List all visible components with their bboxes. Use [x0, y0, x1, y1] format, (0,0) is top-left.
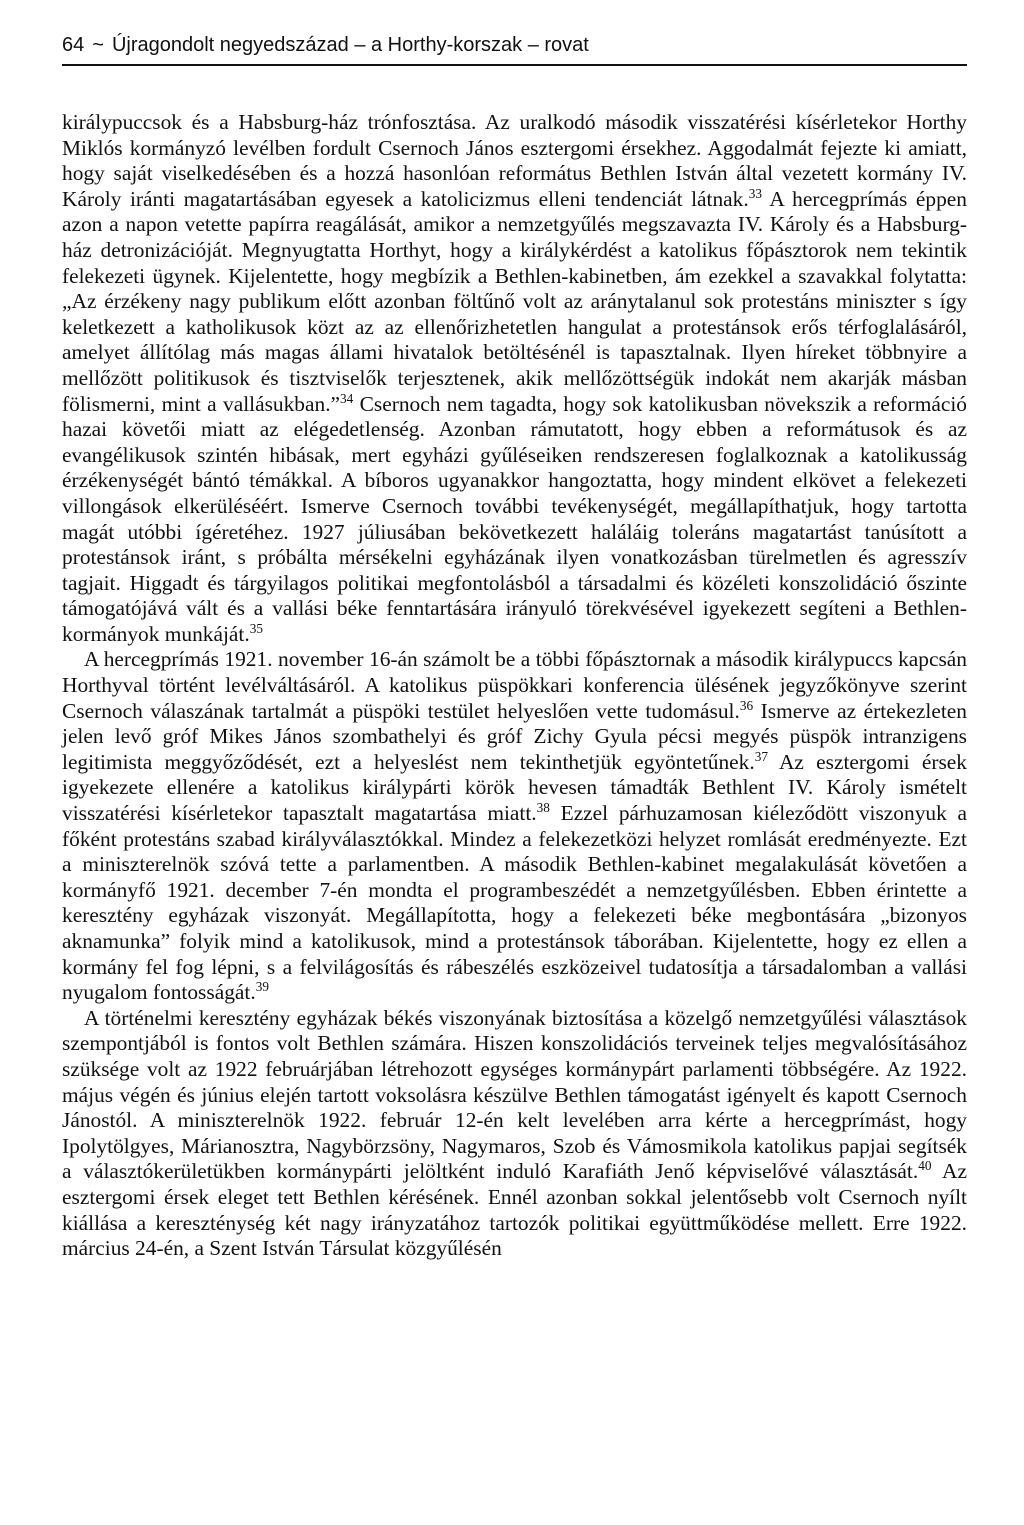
paragraph	[62, 1006, 967, 1262]
footnote-reference: 35	[249, 620, 263, 636]
header-separator: ~	[92, 34, 104, 56]
page-number: 64	[62, 34, 85, 56]
text-run: Ezzel párhuzamosan kiéleződött viszonyuk a főként protestáns szabad királyválasztókkal. Mindez a felekezetközi helyzet romlását eredményezte. Ezt a miniszterelnök szóvá tette a parlamentben. A második Bethlen-kabinet megalakulását követően a kormányfő 1921. december 7-én mondta el programbeszédét a nemzetgyűlésben. Ebben érintette a keresztény egyházak viszonyát. Megállapította, hogy a felekezeti béke megbontására „bizonyos aknamunka” folyik mind a katolikusok, mind a protestánsok táborában. Kijelentette, hogy ez ellen a kormány fel fog lépni, s a felvilágosítás és rábeszélés eszközeivel tudatosítja a társadalomban a vallási nyugalom fontosságát.	[62, 801, 967, 1005]
paragraph	[62, 647, 967, 1005]
text-run: királypuccsok és a Habsburg-ház trónfosztása. Az uralkodó második visszatérési kísérletekor Horthy Miklós kormányzó levélben fordult Csernoch János esztergomi érsekhez. Aggodalmát fejezte ki amiatt, hogy saját viselkedésében és a hozzá hasonlóan református Bethlen István által vezetett kormány IV. Károly iránti magatartásában egyesek a katolicizmus elleni tendenciát látnak.	[62, 110, 967, 211]
header-title: Újragondolt negyedszázad – a Horthy-korszak – rovat	[111, 34, 589, 56]
running-header	[62, 30, 967, 60]
text-run: Az esztergomi érsek igyekezete ellenére a katolikus királypárti körök hevesen támadták Bethlent IV. Károly ismételt visszatérési kísérletekor tapasztalt magatartása miatt.	[62, 749, 967, 826]
text-run: Ismerve az értekezleten jelen levő gróf Mikes János szombathelyi és gróf Zichy Gyula pécsi megyés püspök intranzigens legitimista meggyőződését, ezt a helyeslést nem tekinthetjük egyöntetűnek.	[62, 698, 967, 774]
header-rule	[62, 64, 967, 66]
footnote-reference: 38	[536, 799, 550, 815]
footnote-reference: 37	[754, 748, 768, 764]
footnote-reference: 40	[918, 1158, 932, 1174]
body-text	[62, 110, 967, 1262]
page	[62, 30, 967, 1262]
footnote-reference: 34	[340, 390, 354, 406]
text-run: A történelmi keresztény egyházak békés viszonyának biztosítása a közelgő nemzetgyűlési választások szempontjából is fontos volt Bethlen számára. Hiszen konszolidációs terveinek teljes megvalósításához szüksége volt az 1922 februárjában létrehozott egységes kormánypárt parlamenti többségére. Az 1922. május végén és június elején tartott voksolásra készülve Bethlen támogatást igényelt és kapott Csernoch Jánostól. A miniszterelnök 1922. február 12-én kelt levelében arra kérte a hercegprímást, hogy Ipolytölgyes, Márianosztra, Nagybörzsöny, Nagymaros, Szob és Vámosmikola katolikus papjai segítsék a választókerületükben kormánypárti jelöltként induló Karafiáth Jenő képviselővé választását.	[62, 1005, 967, 1184]
footnote-reference: 36	[739, 697, 754, 713]
footnote-reference: 33	[748, 185, 762, 201]
paragraph	[62, 110, 967, 647]
footnote-reference: 39	[255, 979, 269, 995]
text-run: A hercegprímás 1921. november 16-án számolt be a többi főpásztornak a második királypuccs kapcsán Horthyval történt levélváltásáról. A katolikus püspökkari konferencia ülésének jegyzőkönyve szerint Csernoch válaszának tartalmát a püspöki testület helyeslően vette tudomásul.	[62, 647, 967, 723]
text-run: Az esztergomi érsek eleget tett Bethlen kérésének. Ennél azonban sokkal jelentősebb volt Csernoch nyílt kiállása a kereszténység két nagy irányzatához tartozók politikai együttműködése mellett. Erre 1922. március 24-én, a Szent István Társulat közgyűlésén	[62, 1159, 967, 1261]
text-run: A hercegprímás éppen azon a napon vetette papírra reagálását, amikor a nemzetgyűlés megszavazta IV. Károly és a Habsburg-ház detronizációját. Megnyugtatta Horthyt, hogy a királykérdést a katolikus főpásztorok nem tekintik felekezeti ügynek. Kijelentette, hogy megbízik a Bethlen-kabinetben, ám ezekkel a szavakkal folytatta: „Az érzékeny nagy publikum előtt azonban föltűnő volt az aránytalanul sok protestáns miniszter s így keletkezett a katholikusok közt az az ellenőrizhetetlen hangulat a protestánsok erős térfoglalásáról, amelyet állítólag más magas állami hivatalok betöltésénél is tapasztalnak. Ilyen híreket többnyire a mellőzött politikusok és tisztviselők terjesztenek, akik mellőzöttségük indokát nem akarják másban fölismerni, mint a vallásukban.”	[62, 186, 967, 416]
text-run: Csernoch nem tagadta, hogy sok katolikusban növekszik a reformáció hazai követői miatt az elégedetlenség. Azonban rámutatott, hogy ebben a reformátusok és az evangélikusok szintén hibásak, mert egyházi gyűléseiken rendszeresen foglalkoznak a katolikusság érzékenységét bántó témákkal. A bíboros ugyanakkor hangoztatta, hogy mindent elkövet a felekezeti villongások elkerüléséért. Ismerve Csernoch további tevékenységét, megállapíthatjuk, hogy tartotta magát utóbbi ígéretéhez. 1927 júliusában bekövetkezett haláláig toleráns magatartást tanúsított a protestánsok iránt, s próbálta mérsékelni egyházának ilyen vonatkozásban türelmetlen és agresszív tagjait. Higgadt és tárgyilagos politikai megfontolásból a társadalmi és közéleti konszolidáció őszinte támogatójává vált és a vallási béke fenntartására irányuló törekvésével igyekezett segíteni a Bethlen-kormányok munkáját.	[62, 391, 967, 646]
